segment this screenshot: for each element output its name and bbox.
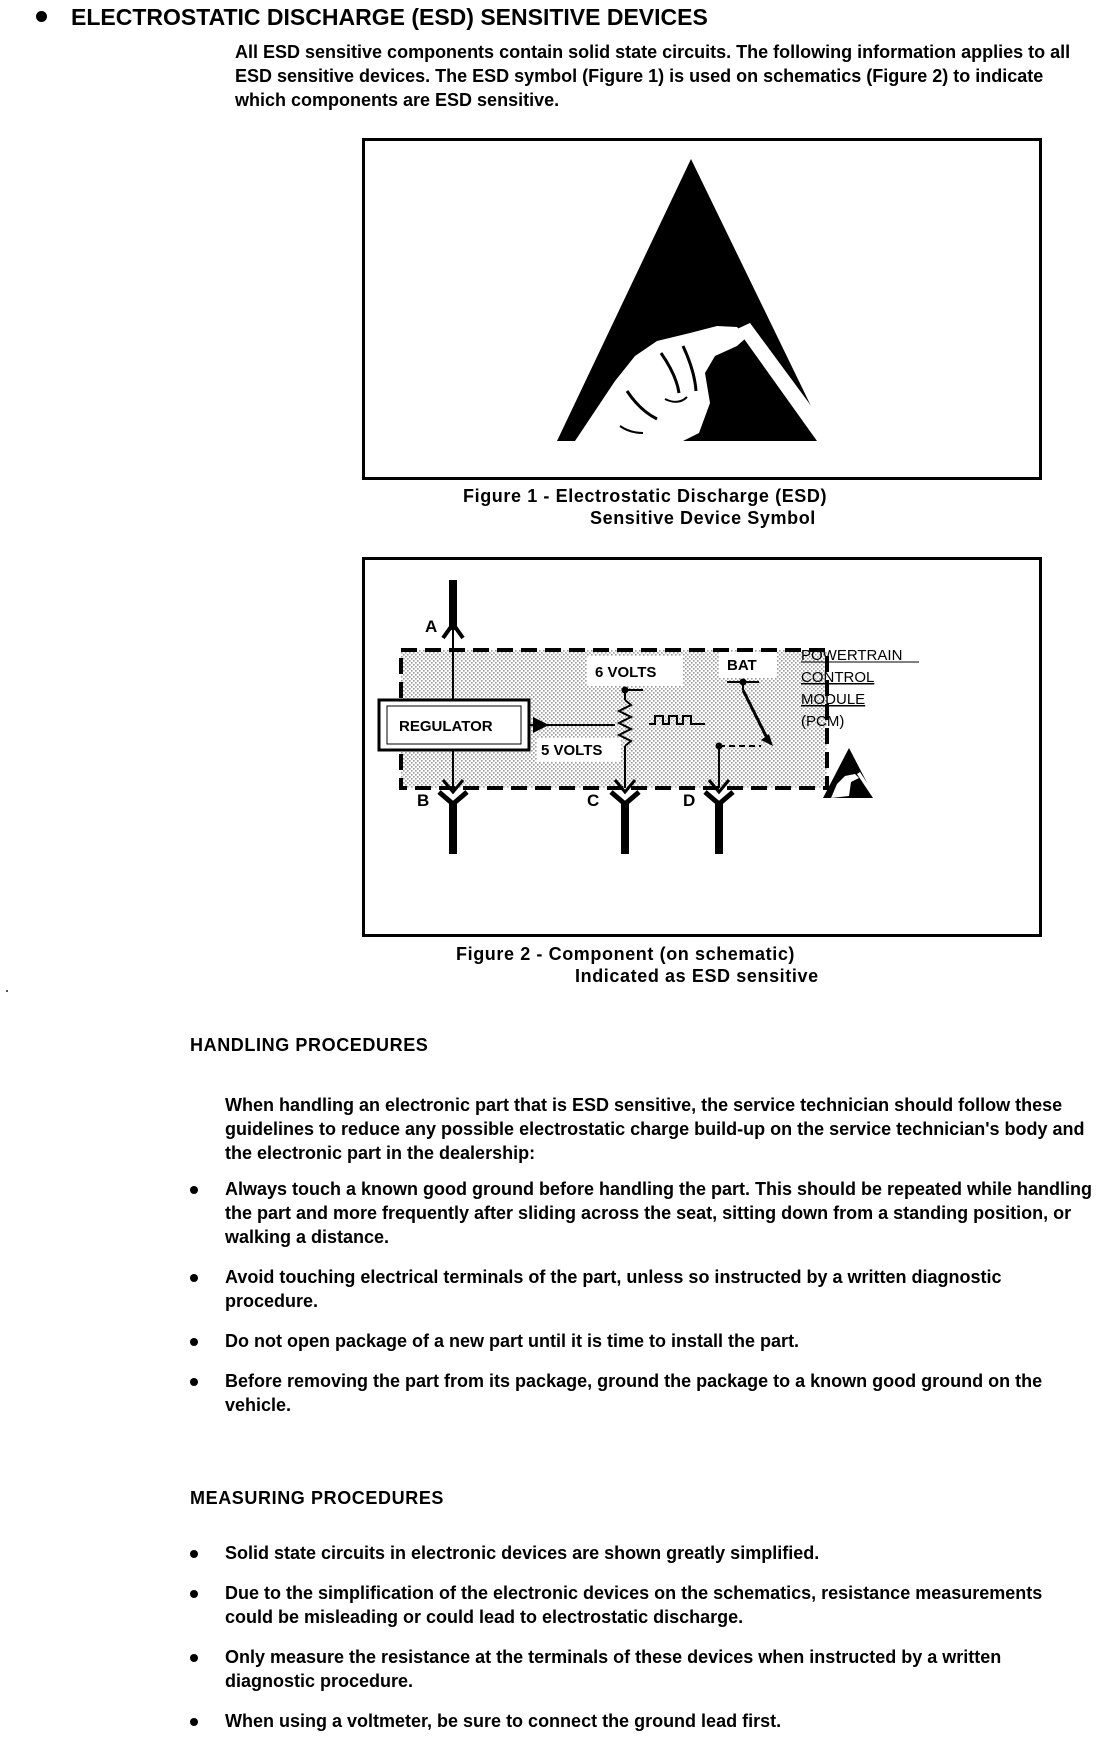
list-item: Do not open package of a new part until it is time to install the part. [190, 1329, 1095, 1353]
figure-1-caption-line1: Figure 1 - Electrostatic Discharge (ESD) [463, 486, 828, 506]
section-title: ELECTROSTATIC DISCHARGE (ESD) SENSITIVE DEVICES [36, 4, 708, 31]
figure-2-frame [362, 557, 1042, 937]
measuring-heading: MEASURING PROCEDURES [190, 1488, 445, 1508]
esd-small-symbol-icon [823, 748, 877, 798]
pcm-label-line4: (PCM) [801, 713, 845, 730]
terminal-c-label: C [587, 791, 600, 810]
measuring-list [190, 1541, 1095, 1733]
handling-intro: When handling an electronic part that is ESD sensitive, the service technician should follow these guidelines to reduce any possible electrostatic charge build-up on the service technician's body and the electronic part in the dealership: [225, 1095, 1085, 1163]
handling-heading: HANDLING PROCEDURES [190, 1035, 429, 1055]
list-item: Only measure the resistance at the terminals of these devices when instructed by a written diagnostic procedure. [190, 1645, 1095, 1693]
figure-1-caption-line2: Sensitive Device Symbol [590, 508, 816, 528]
terminal-a-label: A [425, 617, 438, 636]
esd-symbol-icon [365, 141, 1039, 477]
pcm-label-line1: POWERTRAIN [801, 647, 903, 664]
list-item: Avoid touching electrical terminals of the part, unless so instructed by a written diagnostic procedure. [190, 1265, 1095, 1313]
regulator-label: REGULATOR [399, 718, 493, 735]
pcm-label-line3: MODULE [801, 691, 866, 708]
list-item: Always touch a known good ground before handling the part. This should be repeated while handling the part and more frequently after sliding across the seat, sitting down from a standing position, or walking a distance. [190, 1177, 1095, 1249]
list-item: Due to the simplification of the electronic devices on the schematics, resistance measurements could be misleading or could lead to electrostatic discharge. [190, 1581, 1095, 1629]
list-item: When using a voltmeter, be sure to connect the ground lead first. [190, 1709, 1095, 1733]
intro-paragraph: All ESD sensitive components contain solid state circuits. The following information applies to all ESD sensitive devices. The ESD symbol (Figure 1) is used on schematics (Figure 2) to indicate which components are ESD sensitive. [235, 42, 1071, 110]
terminal-b-label: B [417, 791, 430, 810]
handling-list [190, 1177, 1095, 1417]
list-item: Before removing the part from its package, ground the package to a known good ground on the vehicle. [190, 1369, 1095, 1417]
list-item: Solid state circuits in electronic devices are shown greatly simplified. [190, 1541, 1095, 1565]
six-volts-label: 6 VOLTS [595, 664, 657, 681]
figure-1-frame [362, 138, 1042, 480]
pcm-label-line2: CONTROL [801, 669, 875, 686]
bullet-icon [36, 11, 47, 22]
bat-label: BAT [727, 657, 757, 674]
margin-mark [6, 990, 8, 992]
figure-2-caption-line2: Indicated as ESD sensitive [575, 966, 819, 986]
five-volts-label: 5 VOLTS [541, 742, 603, 759]
pcm-schematic [365, 560, 1039, 934]
terminal-d-label: D [683, 791, 696, 810]
figure-2-caption-line1: Figure 2 - Component (on schematic) [456, 944, 796, 964]
